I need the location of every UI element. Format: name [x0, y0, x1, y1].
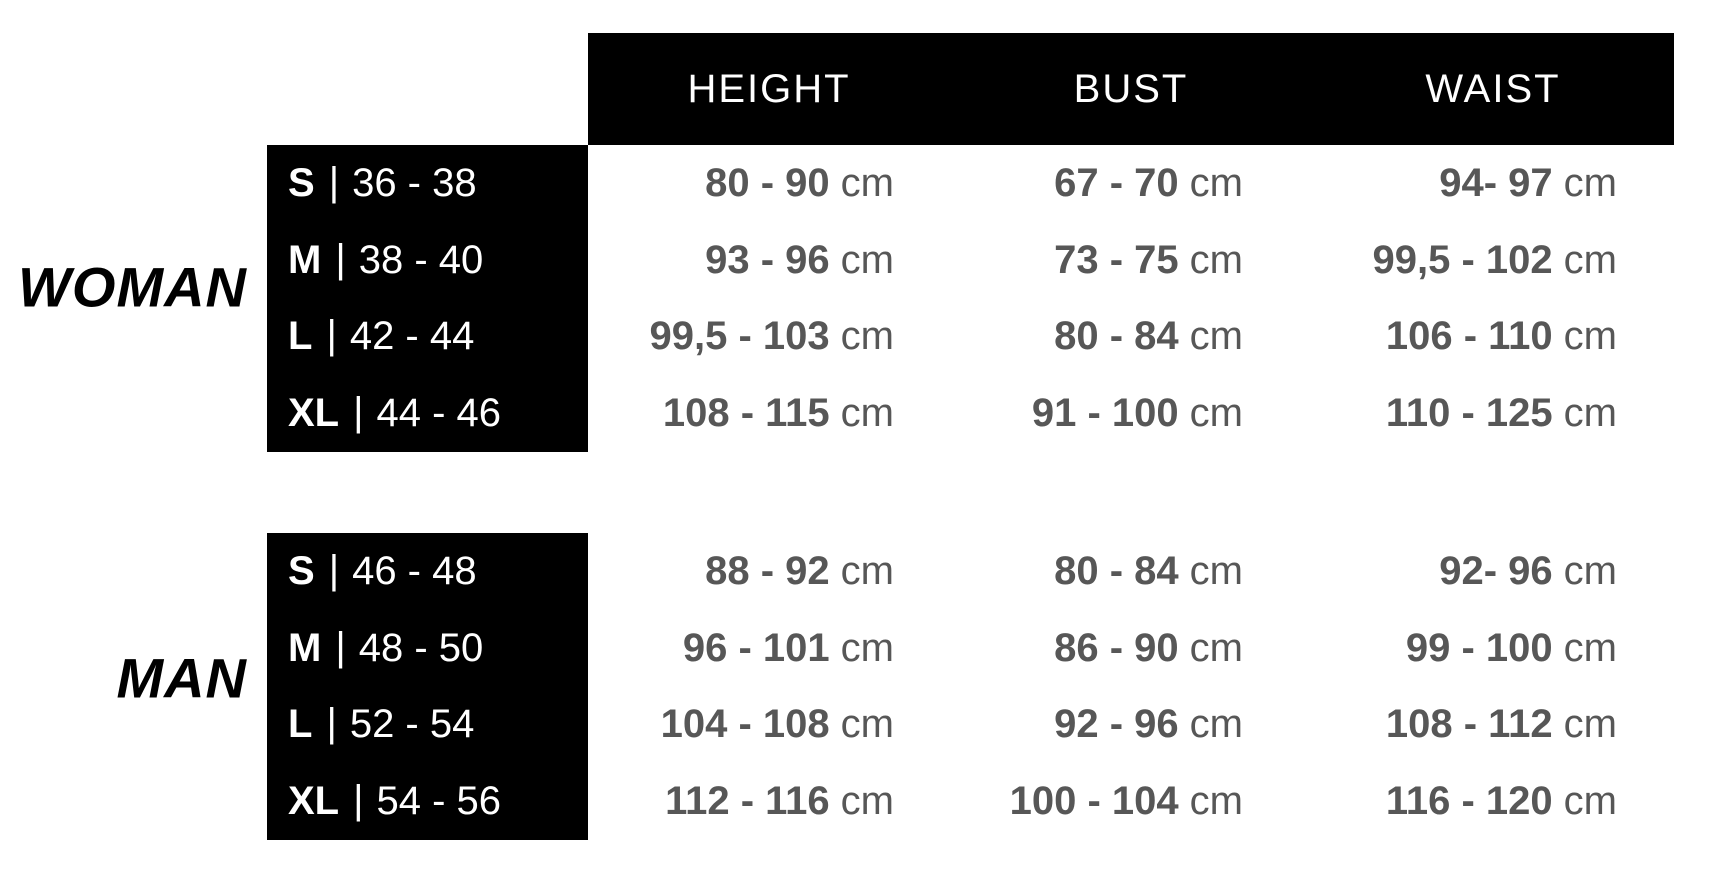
value-number: 92- 96	[1439, 548, 1553, 593]
value-row-woman-s	[588, 145, 1674, 222]
unit-label: cm	[1563, 548, 1617, 593]
height-value-cell	[588, 779, 894, 824]
waist-value-cell	[1243, 391, 1617, 436]
size-letter: XL	[288, 779, 340, 824]
value-row-man-m	[588, 610, 1674, 687]
unit-label: cm	[1189, 702, 1243, 747]
unit-label: cm	[840, 314, 894, 359]
bust-value-cell	[894, 702, 1243, 747]
height-value-cell	[588, 702, 894, 747]
unit-label: cm	[1563, 779, 1617, 824]
height-value-cell	[588, 626, 894, 671]
column-header-waist: WAIST	[1425, 66, 1561, 111]
size-row-man-l	[267, 687, 588, 764]
bust-value-cell	[894, 314, 1243, 359]
waist-value-cell	[1243, 161, 1617, 206]
bust-value-cell	[894, 391, 1243, 436]
unit-label: cm	[840, 625, 894, 670]
value-number: 100 - 104	[1009, 779, 1179, 824]
size-letter: M	[288, 237, 322, 282]
value-number: 99 - 100	[1405, 625, 1553, 670]
value-row-man-s	[588, 533, 1674, 610]
value-number: 92 - 96	[1054, 702, 1179, 747]
size-range: 42 - 44	[349, 314, 475, 359]
waist-value-cell	[1243, 549, 1617, 594]
size-row-woman-xl	[267, 375, 588, 452]
unit-label: cm	[840, 548, 894, 593]
woman-label: WOMAN	[18, 255, 247, 319]
unit-label: cm	[1189, 625, 1243, 670]
unit-label: cm	[840, 237, 894, 282]
value-row-man-l	[588, 687, 1674, 764]
height-value-cell	[588, 314, 894, 359]
value-number: 106 - 110	[1385, 314, 1553, 359]
value-number: 116 - 120	[1385, 779, 1553, 824]
unit-label: cm	[1563, 160, 1617, 205]
bust-value-cell	[894, 779, 1243, 824]
size-range: 54 - 56	[376, 779, 502, 824]
value-number: 91 - 100	[1031, 391, 1179, 436]
waist-value-cell	[1243, 779, 1617, 824]
size-letter: M	[288, 625, 322, 670]
value-number: 104 - 108	[660, 702, 830, 747]
value-number: 73 - 75	[1054, 237, 1179, 282]
unit-label: cm	[1563, 391, 1617, 436]
height-value-cell	[588, 391, 894, 436]
value-number: 99,5 - 102	[1372, 237, 1553, 282]
size-letter: S	[288, 548, 315, 593]
man-sizes-box	[267, 533, 588, 840]
unit-label: cm	[840, 702, 894, 747]
waist-value-cell	[1243, 314, 1617, 359]
unit-label: cm	[840, 160, 894, 205]
value-row-man-xl	[588, 763, 1674, 840]
value-number: 96 - 101	[682, 625, 830, 670]
unit-label: cm	[1563, 625, 1617, 670]
unit-label: cm	[1189, 314, 1243, 359]
value-number: 86 - 90	[1054, 625, 1179, 670]
value-number: 93 - 96	[705, 237, 830, 282]
separator-bar: |	[335, 624, 346, 669]
separator-bar: |	[326, 701, 337, 746]
value-number: 67 - 70	[1054, 160, 1179, 205]
bust-value-cell	[894, 549, 1243, 594]
size-range: 36 - 38	[352, 160, 477, 205]
value-number: 94- 97	[1439, 160, 1553, 205]
unit-label: cm	[840, 779, 894, 824]
size-range: 38 - 40	[358, 237, 484, 282]
unit-label: cm	[1189, 779, 1243, 824]
man-values-grid	[588, 533, 1674, 840]
size-letter: S	[288, 160, 315, 205]
size-range: 48 - 50	[358, 625, 484, 670]
value-number: 88 - 92	[705, 548, 830, 593]
bust-value-cell	[894, 238, 1243, 283]
value-number: 80 - 84	[1054, 548, 1179, 593]
separator-bar: |	[335, 236, 346, 281]
size-letter: L	[288, 702, 313, 747]
value-number: 110 - 125	[1385, 391, 1553, 436]
value-row-woman-l	[588, 299, 1674, 376]
unit-label: cm	[1563, 237, 1617, 282]
height-value-cell	[588, 161, 894, 206]
height-value-cell	[588, 549, 894, 594]
value-row-woman-m	[588, 222, 1674, 299]
measurement-header-bar	[588, 33, 1674, 145]
separator-bar: |	[326, 313, 337, 358]
bust-value-cell	[894, 626, 1243, 671]
bust-value-cell	[894, 161, 1243, 206]
size-row-woman-l	[267, 299, 588, 376]
woman-values-grid	[588, 145, 1674, 452]
size-range: 52 - 54	[349, 702, 475, 747]
size-row-man-m	[267, 610, 588, 687]
unit-label: cm	[1189, 548, 1243, 593]
size-row-woman-s	[267, 145, 588, 222]
size-row-man-xl	[267, 763, 588, 840]
value-number: 108 - 112	[1385, 702, 1553, 747]
unit-label: cm	[1189, 237, 1243, 282]
value-number: 99,5 - 103	[649, 314, 830, 359]
waist-value-cell	[1243, 702, 1617, 747]
waist-value-cell	[1243, 238, 1617, 283]
size-letter: XL	[288, 391, 340, 436]
size-range: 46 - 48	[352, 548, 477, 593]
value-number: 108 - 115	[662, 391, 830, 436]
value-number: 112 - 116	[665, 779, 830, 824]
height-value-cell	[588, 238, 894, 283]
value-number: 80 - 90	[705, 160, 830, 205]
value-number: 80 - 84	[1054, 314, 1179, 359]
column-header-bust: BUST	[1073, 66, 1189, 111]
separator-bar: |	[353, 390, 364, 435]
unit-label: cm	[1563, 702, 1617, 747]
value-row-woman-xl	[588, 375, 1674, 452]
column-header-height: HEIGHT	[687, 66, 851, 111]
size-row-man-s	[267, 533, 588, 610]
separator-bar: |	[328, 159, 340, 204]
man-label: MAN	[116, 646, 247, 710]
woman-sizes-box	[267, 145, 588, 452]
unit-label: cm	[1189, 160, 1243, 205]
separator-bar: |	[328, 547, 340, 592]
unit-label: cm	[840, 391, 894, 436]
waist-value-cell	[1243, 626, 1617, 671]
separator-bar: |	[353, 778, 364, 823]
size-row-woman-m	[267, 222, 588, 299]
size-range: 44 - 46	[376, 391, 502, 436]
size-letter: L	[288, 314, 313, 359]
unit-label: cm	[1563, 314, 1617, 359]
unit-label: cm	[1189, 391, 1243, 436]
